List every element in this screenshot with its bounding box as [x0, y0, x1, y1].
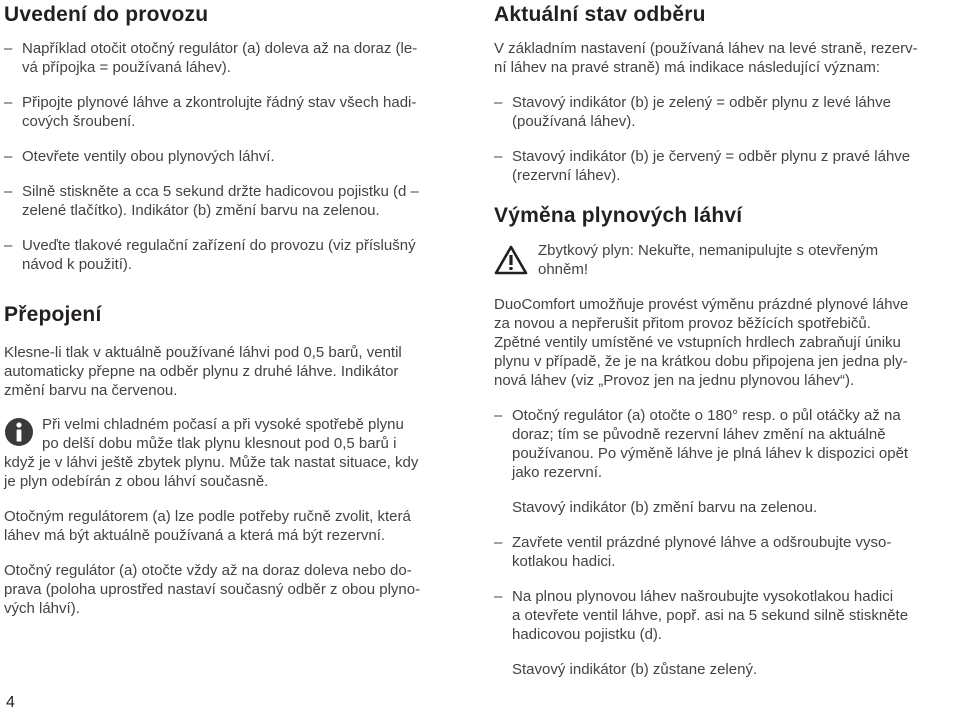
dash-bullet: –	[4, 94, 13, 111]
result-paragraph-2: Stavový indikátor (b) zůstane zelený.	[512, 661, 758, 678]
left-column	[4, 0, 470, 618]
exchange-paragraph: DuoComfort umožňuje provést výměnu prázdné plynové láhve za novou a nepřerušit přitom provoz běžících spotřebičů. Zpětné ventily umístěné ve vstupních hrdlech zabraňují úniku plynu v případě, že je na krátkou dobu připojena jen jedna ply- nová láhev (viz „Provoz jen na jednu plynovou láhev“).	[494, 296, 909, 389]
switchover-paragraph: Klesne-li tlak v aktuálně používané láhvi pod 0,5 barů, ventil automaticky přepne na odběr plynu z druhé láhve. Indikátor změní barvu na červenou.	[4, 344, 402, 399]
list-item: – Na plnou plynovou láhev našroubujte vysokotlakou hadici a otevřete ventil láhve, popř. asi na 5 sekund silně stiskněte hadicovou pojistku (d).	[494, 588, 909, 643]
list-item: – Silně stiskněte a cca 5 sekund držte hadicovou pojistku (d – zelené tlačítko). Indikátor (b) změní barvu na zelenou.	[4, 183, 419, 219]
list-item: – Otevřete ventily obou plynových láhví.	[4, 148, 275, 165]
status-list	[494, 93, 956, 185]
heading-uvedeni: Uvedení do provozu	[4, 3, 209, 26]
startup-steps	[4, 39, 470, 274]
list-item: – Stavový indikátor (b) je zelený = odběr plynu z levé láhve (používaná láhev).	[494, 94, 891, 130]
dash-bullet: –	[4, 148, 13, 165]
right-column	[494, 0, 956, 679]
info-note: Při velmi chladném počasí a při vysoké spotřebě plynu po delší dobu může tlak plynu klesnout pod 0,5 barů i když je v láhvi ještě zbytek plynu. Může tak nastat situace, kdy je plyn odebírán z obou láhví současně.	[4, 416, 419, 490]
dash-bullet: –	[494, 534, 503, 551]
dash-bullet: –	[4, 237, 13, 254]
heading-aktualni-stav: Aktuální stav odběru	[494, 3, 706, 26]
warning-icon	[494, 245, 528, 280]
list-item: – Uveďte tlakové regulační zařízení do provozu (viz příslušný návod k použití).	[4, 237, 416, 273]
exchange-steps-2	[494, 533, 956, 644]
result-paragraph: Stavový indikátor (b) změní barvu na zelenou.	[512, 499, 818, 516]
dash-bullet: –	[494, 94, 503, 111]
list-item: – Otočný regulátor (a) otočte o 180° resp. o půl otáčky až na doraz; tím se původně rezervní láhev změní na aktuálně používanou. Po výměně láhve je plná láhev k dispozici opět jako rezervní.	[494, 407, 909, 481]
intro-paragraph: V základním nastavení (používaná láhev na levé straně, rezerv- ní láhev na pravé straně) má indikace následující význam:	[494, 40, 918, 76]
list-item: – Zavřete ventil prázdné plynové láhve a odšroubujte vyso- kotlakou hadici.	[494, 534, 892, 570]
list-item: – Připojte plynové láhve a zkontrolujte řádný stav všech hadi- cových šroubení.	[4, 94, 417, 130]
regulator-paragraph: Otočný regulátor (a) otočte vždy až na doraz doleva nebo do- prava (poloha uprostřed nastaví současný odběr z obou plyno- vých láhví).	[4, 562, 421, 617]
list-item: – Stavový indikátor (b) je červený = odběr plynu z pravé láhve (rezervní láhev).	[494, 148, 911, 184]
page-number: 4	[6, 694, 15, 711]
manual-select-paragraph: Otočným regulátorem (a) lze podle potřeby ručně zvolit, která láhev má být aktuálně používaná a která má být rezervní.	[4, 508, 411, 544]
dash-bullet: –	[494, 407, 503, 424]
info-icon	[4, 417, 34, 452]
dash-bullet: –	[494, 148, 503, 165]
dash-bullet: –	[4, 40, 13, 57]
heading-prepojeni: Přepojení	[4, 303, 102, 326]
warning-note: Zbytkový plyn: Nekuřte, nemanipulujte s otevřeným ohněm!	[494, 241, 956, 279]
heading-vymena: Výměna plynových láhví	[494, 204, 743, 227]
dash-bullet: –	[494, 588, 503, 605]
list-item: – Například otočit otočný regulátor (a) doleva až na doraz (le- vá přípojka = používaná láhev).	[4, 40, 418, 76]
dash-bullet: –	[4, 183, 13, 200]
exchange-steps	[494, 406, 956, 482]
